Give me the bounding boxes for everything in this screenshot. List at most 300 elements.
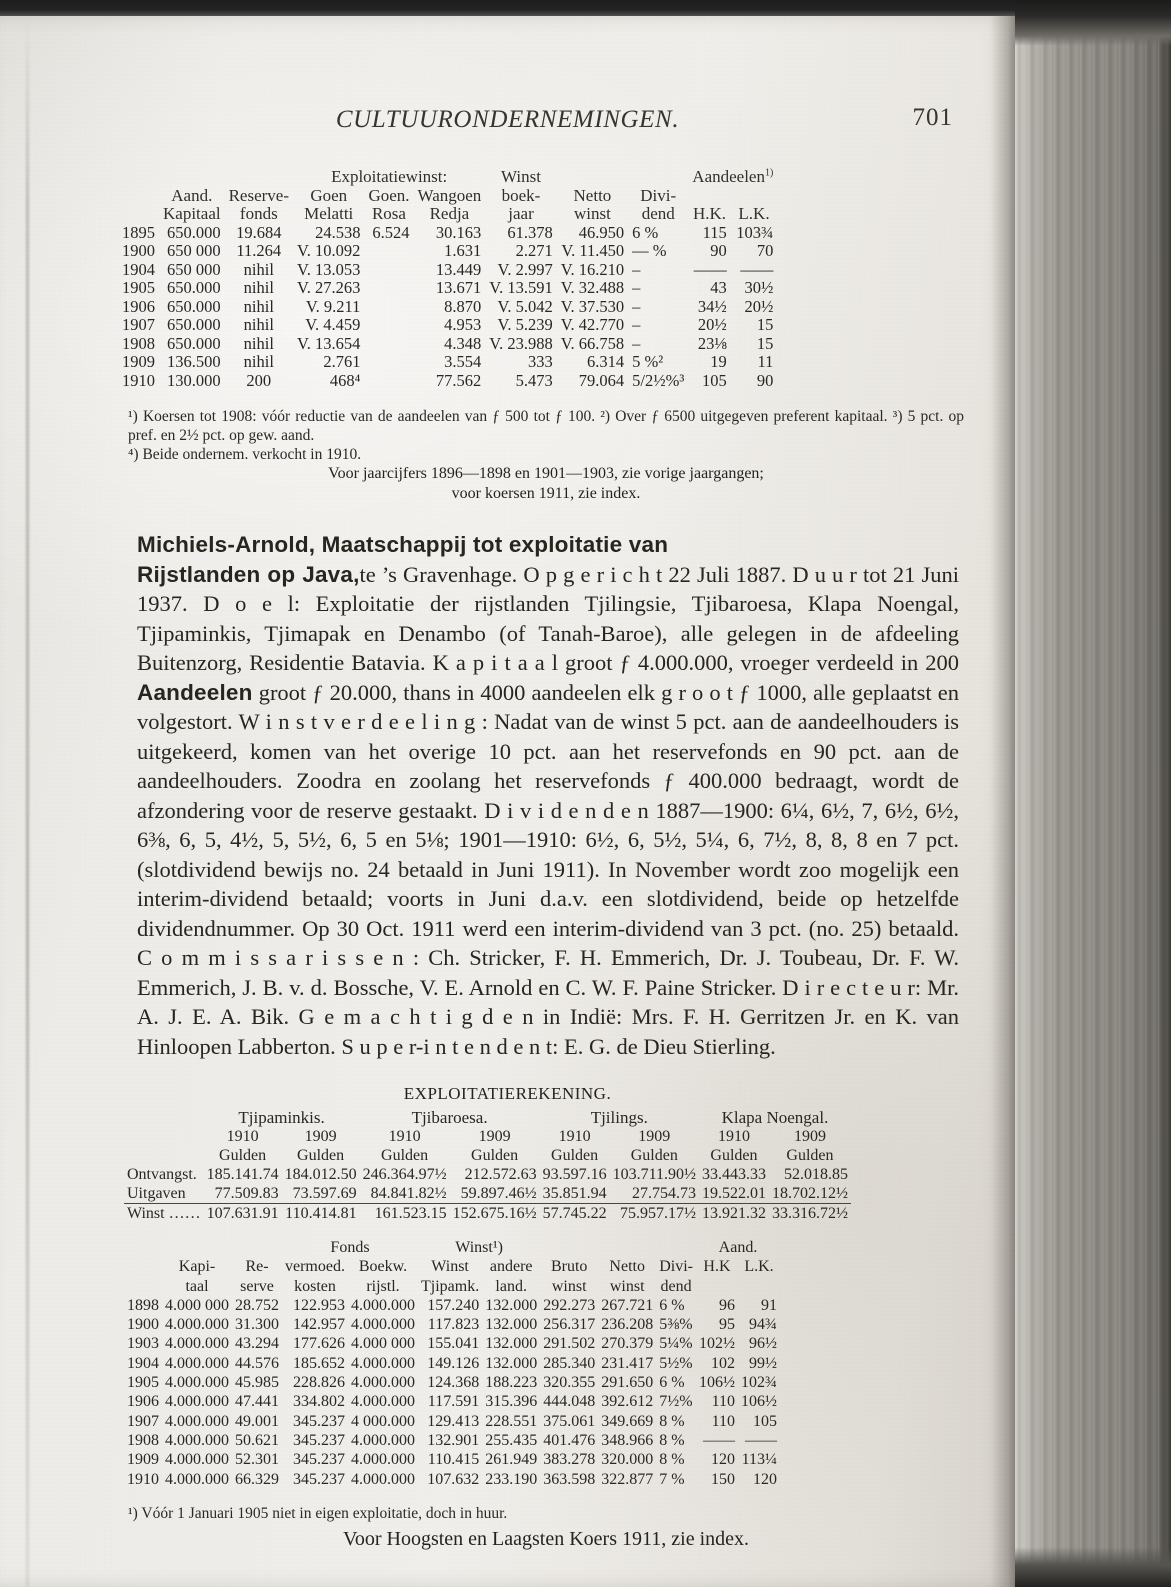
- cell-hk: 43: [710, 278, 727, 297]
- cell-lk: 103¾: [736, 222, 774, 242]
- cell-boekwaarde: 4 000.000: [350, 1412, 415, 1430]
- cell-reserve: 66.329: [235, 1470, 279, 1488]
- cell-reserve: 50.621: [235, 1431, 279, 1449]
- col-sub-fonds: fonds: [239, 204, 278, 223]
- col-head-lk: [731, 187, 778, 206]
- table-row: [118, 242, 777, 261]
- cell-lk: 105: [752, 1412, 777, 1430]
- table-bottom: [124, 1238, 780, 1489]
- cell-lk: 30½: [744, 278, 774, 297]
- col-head-wangoen: Wangoen: [417, 185, 482, 205]
- col-sub-2: serve: [240, 1277, 274, 1295]
- cell-goen-melatti: 468⁴: [329, 370, 361, 390]
- amount-cell: 59.897.46½: [460, 1185, 537, 1202]
- cell-hk: 115: [702, 222, 727, 242]
- currency-unit: Gulden: [471, 1147, 519, 1164]
- group-winst: Winst: [501, 167, 541, 186]
- col-sub-3: kosten: [294, 1277, 336, 1295]
- table-row: [124, 1450, 780, 1469]
- cell-hk: 120: [710, 1451, 735, 1469]
- cell-vermoed-kosten: 345.237: [292, 1412, 345, 1430]
- cell-kapitaal: 650 000: [166, 241, 221, 260]
- cell-boekwaarde: 4.000.000: [350, 1374, 415, 1392]
- cell-vermoed-kosten: 334.802: [292, 1393, 345, 1411]
- cell-hk: 110: [711, 1412, 735, 1430]
- cell-lk: 70: [756, 241, 774, 260]
- cell-jaar: 1895: [122, 222, 155, 242]
- table-top: [118, 168, 777, 390]
- cell-winst-andere-land: 132.000: [485, 1296, 538, 1314]
- cell-dividend: 8 %: [659, 1412, 685, 1430]
- cell-kapitaal: 4.000.000: [165, 1393, 229, 1411]
- cell-hk: 105: [701, 370, 727, 390]
- estate-year: 1909: [638, 1128, 671, 1145]
- company-entry: [137, 530, 959, 1061]
- cell-vermoed-kosten: 122.953: [292, 1296, 345, 1314]
- cell-goen-melatti: V. 10.092: [297, 241, 361, 260]
- cell-winst-tjipamk: 157.240: [427, 1296, 480, 1314]
- col-head-1: Kapi-: [178, 1258, 216, 1276]
- table-row: [124, 1334, 780, 1353]
- cell-boekjaar: V. 23.988: [489, 333, 553, 353]
- cell-kapitaal: 4.000.000: [165, 1354, 229, 1372]
- estate-tjipaminkis: Tjipaminkis.: [238, 1108, 325, 1127]
- cell-goen-rosa: [364, 353, 413, 372]
- estate-tjilings: Tjilings.: [590, 1108, 648, 1127]
- cell-dividend: 6 %: [632, 222, 659, 242]
- currency-unit: Gulden: [297, 1147, 345, 1164]
- cell-lk: 15: [756, 315, 774, 334]
- cell-vermoed-kosten: 345.237: [292, 1431, 345, 1449]
- cell-boekwaarde: 4.000.000: [350, 1354, 415, 1372]
- col-sub-5: Tjipamk.: [420, 1277, 480, 1295]
- table-row: [124, 1315, 780, 1334]
- cell-hk: 34½: [697, 296, 727, 316]
- cell-goen-rosa: 6.524: [372, 222, 410, 242]
- cell-hk: 150: [710, 1470, 735, 1488]
- estate-year: 1909: [478, 1128, 511, 1145]
- cell-wangoen-redja: 13.671: [435, 278, 482, 297]
- cell-lk: 96½: [748, 1335, 777, 1353]
- cell-lk: 90: [756, 370, 774, 390]
- table-row: [118, 298, 777, 317]
- col-sub-melatti: Melatti: [304, 204, 354, 223]
- cell-reserve: 49.001: [235, 1412, 279, 1430]
- table-top-header-line1: [118, 187, 777, 206]
- cell-netto-winst: 349.669: [601, 1412, 654, 1430]
- cell-jaar: 1907: [122, 315, 155, 334]
- cell-reserve: 28.752: [235, 1296, 279, 1314]
- cell-kapitaal: 650.000: [166, 315, 221, 334]
- col-sub-8: winst: [609, 1277, 645, 1295]
- col-sub-hk: H.K.: [692, 204, 727, 223]
- cell-hk: 90: [710, 241, 727, 260]
- cell-lk: 11: [757, 352, 774, 371]
- cell-kapitaal: 650.000: [166, 333, 221, 353]
- table-row: [118, 353, 777, 372]
- cell-winst-tjipamk: 124.368: [427, 1374, 480, 1392]
- company-body-bold-aandeelen: Aandeelen: [137, 679, 253, 705]
- currency-unit: Gulden: [219, 1147, 267, 1164]
- page-content: [0, 16, 1015, 1587]
- estate-year: 1910: [226, 1128, 259, 1145]
- cell-lk: 91: [760, 1296, 777, 1314]
- cell-boekwaarde: 4.000.000: [350, 1431, 415, 1449]
- cell-boekwaarde: 4.000.000: [350, 1316, 415, 1334]
- cell-wangoen-redja: 3.554: [444, 352, 482, 371]
- cell-jaar: 1910: [127, 1470, 159, 1488]
- cell-winst-andere-land: 132.000: [485, 1354, 538, 1372]
- cell-lk: ——: [744, 1431, 777, 1449]
- table-bottom-head: [124, 1238, 780, 1296]
- cell-winst-tjipamk: 117.823: [427, 1316, 480, 1334]
- top-table-footnotes: [128, 407, 964, 504]
- estate-name-row: [124, 1108, 851, 1127]
- cell-jaar: 1909: [127, 1451, 159, 1469]
- cell-wangoen-redja: 4.953: [444, 315, 482, 334]
- cell-wangoen-redja: 1.631: [444, 241, 482, 260]
- amount-cell: 246.364.97½: [362, 1166, 447, 1183]
- cell-netto-winst: 320.000: [601, 1451, 654, 1469]
- cell-boekjaar: 2.271: [515, 241, 553, 260]
- cell-reserve: nihil: [243, 278, 274, 297]
- col-head-10: H.K: [703, 1258, 731, 1276]
- cell-boekjaar: 5.473: [515, 370, 553, 390]
- row-label: Winst ……: [124, 1204, 204, 1224]
- amount-cell: 75.957.17½: [610, 1204, 699, 1224]
- cell-goen-rosa: [364, 242, 413, 261]
- cell-lk: 20½: [744, 296, 774, 316]
- cell-wangoen-redja: 30.163: [435, 222, 482, 242]
- table-row: [118, 335, 777, 354]
- page-edge-striations: [1015, 0, 1171, 1587]
- cell-reserve: 11.264: [236, 241, 282, 260]
- cell-vermoed-kosten: 345.237: [292, 1470, 345, 1488]
- col-sub-kapitaal: Kapitaal: [163, 204, 221, 223]
- currency-unit: Gulden: [710, 1147, 758, 1164]
- row-label: Ontvangst.: [127, 1166, 197, 1183]
- cell-winst-tjipamk: 149.126: [427, 1354, 480, 1372]
- cell-boekjaar: V. 13.591: [489, 278, 553, 297]
- cell-wangoen-redja: 4.348: [444, 333, 482, 353]
- table-row: [118, 224, 777, 243]
- col-sub-winst: winst: [574, 204, 611, 223]
- crossref-jaarcijfers: Voor jaarcijfers 1896—1898 en 1901—1903, zie vorige jaargangen;: [328, 465, 764, 482]
- cell-jaar: 1909: [122, 352, 155, 371]
- col-head-boekjaar: boek-: [501, 185, 541, 205]
- cell-jaar: 1900: [127, 1316, 159, 1334]
- cell-jaar: 1907: [127, 1412, 159, 1430]
- col-sub-lk: L.K.: [738, 204, 770, 223]
- estate-year: 1910: [717, 1128, 750, 1145]
- estate-klapa-noengal: Klapa Noengal.: [721, 1108, 829, 1127]
- cell-winst-andere-land: 228.551: [485, 1412, 538, 1430]
- amount-cell: 33.316.72½: [769, 1204, 851, 1224]
- cell-jaar: 1906: [127, 1393, 159, 1411]
- table-bottom-header-line1: [124, 1257, 780, 1276]
- row-label: Uitgaven: [127, 1185, 186, 1202]
- cell-bruto-winst: 375.061: [543, 1412, 596, 1430]
- table-bottom-body: [124, 1296, 780, 1489]
- col-sub-jaar: jaar: [508, 204, 534, 223]
- cell-dividend: 7½%: [659, 1393, 693, 1411]
- cell-reserve: 52.301: [235, 1451, 279, 1469]
- table-row: [124, 1296, 780, 1315]
- company-description: [137, 530, 959, 1061]
- table-top-head: [118, 168, 777, 224]
- cell-boekwaarde: 4.000.000: [350, 1393, 415, 1411]
- cell-goen-rosa: [364, 279, 413, 298]
- col-sub-1: taal: [185, 1277, 209, 1295]
- cell-hk: ——: [702, 1431, 735, 1449]
- table-row: [124, 1354, 780, 1373]
- amount-cell: 27.754.73: [631, 1185, 696, 1202]
- table-top-body: [118, 224, 777, 391]
- col-sub-redja: Redja: [429, 204, 470, 223]
- estate-unit-row: [124, 1146, 851, 1165]
- cell-vermoed-kosten: 177.626: [292, 1335, 345, 1353]
- amount-cell: 103.711.90½: [612, 1166, 696, 1183]
- company-name-line1: Michiels-Arnold, Maatschappij tot exploitatie van: [137, 532, 669, 557]
- company-name-line2: Rijstlanden op Java,: [137, 561, 360, 587]
- cell-winst-andere-land: 132.000: [485, 1316, 538, 1334]
- cell-bruto-winst: 320.355: [543, 1374, 596, 1392]
- cell-dividend: 5/2½%³: [632, 370, 685, 390]
- cell-kapitaal: 650.000: [166, 296, 221, 316]
- cell-netto-winst: 348.966: [601, 1431, 654, 1449]
- col-head-dividend: Divi-: [640, 185, 677, 205]
- cell-dividend: 5½%: [659, 1354, 693, 1372]
- cell-boekjaar: 61.378: [507, 222, 553, 242]
- cell-bruto-winst: 383.278: [543, 1451, 596, 1469]
- page-number: 701: [912, 104, 953, 131]
- col-sub-11: [738, 1277, 780, 1296]
- col-head-3: vermoed.: [285, 1258, 345, 1276]
- col-sub-rosa: Rosa: [371, 204, 406, 223]
- cell-winst-tjipamk: 117.591: [427, 1393, 480, 1411]
- cell-goen-melatti: 2.761: [323, 352, 361, 371]
- cell-dividend: 6 %: [659, 1296, 685, 1314]
- cell-bruto-winst: 291.502: [543, 1335, 596, 1353]
- table-row: [124, 1184, 851, 1204]
- cell-vermoed-kosten: 228.826: [292, 1374, 345, 1392]
- cell-goen-melatti: V. 27.263: [297, 278, 361, 297]
- crossref-hoogsten-laagsten: Voor Hoogsten en Laagsten Koers 1911, zie index.: [342, 1528, 749, 1550]
- cell-winst-tjipamk: 129.413: [427, 1412, 480, 1430]
- cell-vermoed-kosten: 185.652: [292, 1354, 345, 1372]
- cell-bruto-winst: 401.476: [543, 1431, 596, 1449]
- cell-winst-andere-land: 188.223: [485, 1374, 538, 1392]
- cell-winst-andere-land: 255.435: [485, 1431, 538, 1449]
- cell-netto-winst: V. 66.758: [560, 333, 625, 353]
- cell-boekjaar: 333: [527, 352, 553, 371]
- cell-hk: 19: [710, 352, 727, 371]
- col-head-aand: Aand.: [171, 185, 213, 205]
- amount-cell: 18.702.12½: [771, 1185, 848, 1202]
- cell-hk: 110: [711, 1393, 735, 1411]
- cell-goen-rosa: [364, 372, 413, 391]
- cell-dividend: 5¼%: [659, 1335, 693, 1353]
- cell-goen-melatti: V. 4.459: [305, 315, 361, 334]
- cell-hk: 96: [718, 1296, 735, 1314]
- cell-hk: 20½: [697, 315, 727, 334]
- cell-hk: 102½: [698, 1335, 735, 1353]
- cell-dividend: –: [632, 259, 641, 279]
- estate-tjibaroesa: Tjibaroesa.: [411, 1108, 488, 1127]
- cell-dividend: –: [632, 333, 641, 353]
- amount-cell: 52.018.85: [783, 1166, 848, 1183]
- amount-cell: 57.745.22: [540, 1204, 610, 1224]
- cell-netto-winst: V. 32.488: [560, 278, 625, 297]
- col-head-0: [124, 1257, 162, 1276]
- col-head-netto: Netto: [573, 185, 612, 205]
- cell-netto-winst: V. 37.530: [560, 296, 625, 316]
- page-edge-bottom-shadow: [1015, 1547, 1171, 1587]
- table-exploitatie: [124, 1108, 851, 1223]
- cell-kapitaal: 4.000.000: [165, 1335, 229, 1353]
- cell-goen-rosa: [364, 335, 413, 354]
- cell-jaar: 1898: [127, 1296, 159, 1314]
- amount-cell: 73.597.69: [292, 1185, 357, 1202]
- page-edge-top-shadow: [1015, 0, 1171, 46]
- cell-netto-winst: 79.064: [578, 370, 625, 390]
- col-head-6: andere: [489, 1258, 533, 1276]
- cell-kapitaal: 4.000.000: [165, 1431, 229, 1449]
- col-sub-4: rijstl.: [366, 1277, 400, 1295]
- cell-reserve: 47.441: [235, 1393, 279, 1411]
- estate-year: 1910: [388, 1128, 421, 1145]
- running-head-title: CULTUURONDERNEMINGEN.: [335, 106, 680, 133]
- table-row: [118, 316, 777, 335]
- amount-cell: 161.523.15: [360, 1204, 450, 1224]
- amount-cell: 212.572.63: [464, 1166, 537, 1183]
- cell-jaar: 1905: [122, 278, 155, 297]
- cell-winst-tjipamk: 110.415: [427, 1451, 480, 1469]
- cell-netto-winst: 6.314: [587, 352, 625, 371]
- table-top-group-row: [118, 168, 777, 187]
- table-exploitatie-head: [124, 1108, 851, 1165]
- cell-kapitaal: 650.000: [166, 222, 221, 242]
- cell-lk: 106½: [740, 1393, 777, 1411]
- col-head-9: Divi-: [659, 1258, 693, 1276]
- cell-lk: 94¾: [748, 1316, 777, 1334]
- cell-netto-winst: 231.417: [601, 1354, 654, 1372]
- cell-reserve: nihil: [243, 352, 274, 371]
- col-head-8: Netto: [609, 1258, 645, 1276]
- footnote-4: ⁴) Beide ondernem. verkocht in 1910.: [128, 446, 362, 463]
- col-sub-9: dend: [660, 1277, 692, 1295]
- company-body-part1: te ’s Gravenhage. O p g e r i c h t 22 Juli 1887. D u u r tot 21 Juni 1937. D o e l: Exploitatie der rijstlanden Tjilingsie, Tjibaroesa, Klapa Noengal, Tjipaminkis, Tjimapak en Denambo (of Tanah-Baroe), alle gelegen in de afdeeling Buitenzorg, Residentie Batavia. K a p i t a a l groot ƒ 4.000.000, vroeger verdeeld in 200: [137, 561, 959, 675]
- col-sub-10: [696, 1277, 738, 1296]
- cell-dividend: 8 %: [659, 1451, 685, 1469]
- cell-reserve: 43.294: [235, 1335, 279, 1353]
- cell-winst-tjipamk: 107.632: [427, 1470, 480, 1488]
- cell-hk: 23⅛: [697, 333, 727, 353]
- cell-boekwaarde: 4.000 000: [350, 1335, 415, 1353]
- cell-goen-rosa: [364, 261, 413, 280]
- book-page-edge: [1015, 0, 1171, 1587]
- amount-cell: 107.631.91: [204, 1204, 282, 1224]
- cell-hk: 95: [718, 1316, 735, 1334]
- cell-goen-rosa: [364, 316, 413, 335]
- cell-netto-winst: 236.208: [601, 1316, 654, 1334]
- estate-year: 1910: [558, 1128, 591, 1145]
- cell-winst-andere-land: 261.949: [485, 1451, 538, 1469]
- cell-dividend: 7 %: [659, 1470, 685, 1488]
- cell-dividend: — %: [632, 241, 667, 260]
- group-aand: Aand.: [718, 1239, 758, 1256]
- cell-kapitaal: 136.500: [166, 352, 221, 371]
- cell-jaar: 1903: [127, 1335, 159, 1353]
- cell-wangoen-redja: 8.870: [444, 296, 482, 316]
- currency-unit: Gulden: [786, 1147, 834, 1164]
- amount-cell: 35.851.94: [542, 1185, 607, 1202]
- cell-dividend: 5⅜%: [659, 1316, 693, 1334]
- cell-jaar: 1900: [122, 241, 155, 260]
- estate-year-row: [124, 1127, 851, 1146]
- amount-cell: 110.414.81: [282, 1204, 360, 1224]
- cell-boekwaarde: 4.000.000: [350, 1470, 415, 1488]
- col-head-2: Re-: [245, 1258, 269, 1276]
- table-row: [118, 279, 777, 298]
- cell-hk: 102: [710, 1354, 735, 1372]
- cell-reserve: 19.684: [236, 222, 282, 242]
- cell-lk: 102¾: [740, 1374, 777, 1392]
- cell-jaar: 1910: [122, 370, 155, 390]
- cell-goen-melatti: V. 13.053: [297, 259, 361, 279]
- cell-wangoen-redja: 77.562: [435, 370, 482, 390]
- cell-goen-rosa: [364, 298, 413, 317]
- col-sub-dend: dend: [641, 204, 675, 223]
- cell-wangoen-redja: 13.449: [435, 259, 482, 279]
- table-row: [124, 1431, 780, 1450]
- cell-winst-andere-land: 315.396: [485, 1393, 538, 1411]
- cell-kapitaal: 4.000.000: [165, 1412, 229, 1430]
- cell-goen-melatti: 24.538: [315, 222, 361, 242]
- amount-cell: 185.141.74: [206, 1166, 279, 1183]
- table-row: [118, 372, 777, 391]
- cell-netto-winst: 392.612: [601, 1393, 654, 1411]
- previous-company-table: [118, 168, 777, 390]
- cell-boekjaar: V. 5.042: [497, 296, 553, 316]
- col-head-7: Bruto: [550, 1258, 588, 1276]
- cell-boekjaar: V. 2.997: [497, 259, 553, 279]
- cell-jaar: 1904: [127, 1354, 159, 1372]
- bottom-table-footnotes: [128, 1504, 964, 1552]
- cell-netto-winst: 291.650: [601, 1374, 654, 1392]
- cell-boekwaarde: 4.000.000: [350, 1451, 415, 1469]
- cell-hk: ——: [693, 259, 727, 279]
- cell-vermoed-kosten: 142.957: [292, 1316, 345, 1334]
- amount-cell: 13.921.32: [699, 1204, 769, 1224]
- col-head-hk: [688, 187, 730, 206]
- cell-goen-melatti: V. 13.654: [297, 333, 361, 353]
- table-row: [124, 1412, 780, 1431]
- running-head: [0, 106, 1015, 134]
- cell-jaar: 1906: [122, 296, 155, 316]
- crossref-koersen: voor koersen 1911, zie index.: [451, 485, 641, 502]
- cell-kapitaal: 4.000.000: [165, 1451, 229, 1469]
- exploitatierekening-table: [124, 1108, 851, 1223]
- col-sub-0: [124, 1277, 162, 1296]
- cell-reserve: nihil: [243, 333, 274, 353]
- amount-cell: 84.841.82½: [370, 1185, 447, 1202]
- cell-lk: 99½: [748, 1354, 777, 1372]
- cell-dividend: 6 %: [659, 1374, 685, 1392]
- table-top-header-line2: [118, 205, 777, 224]
- amount-cell: 77.509.83: [214, 1185, 279, 1202]
- amount-cell: 33.443.33: [701, 1166, 766, 1183]
